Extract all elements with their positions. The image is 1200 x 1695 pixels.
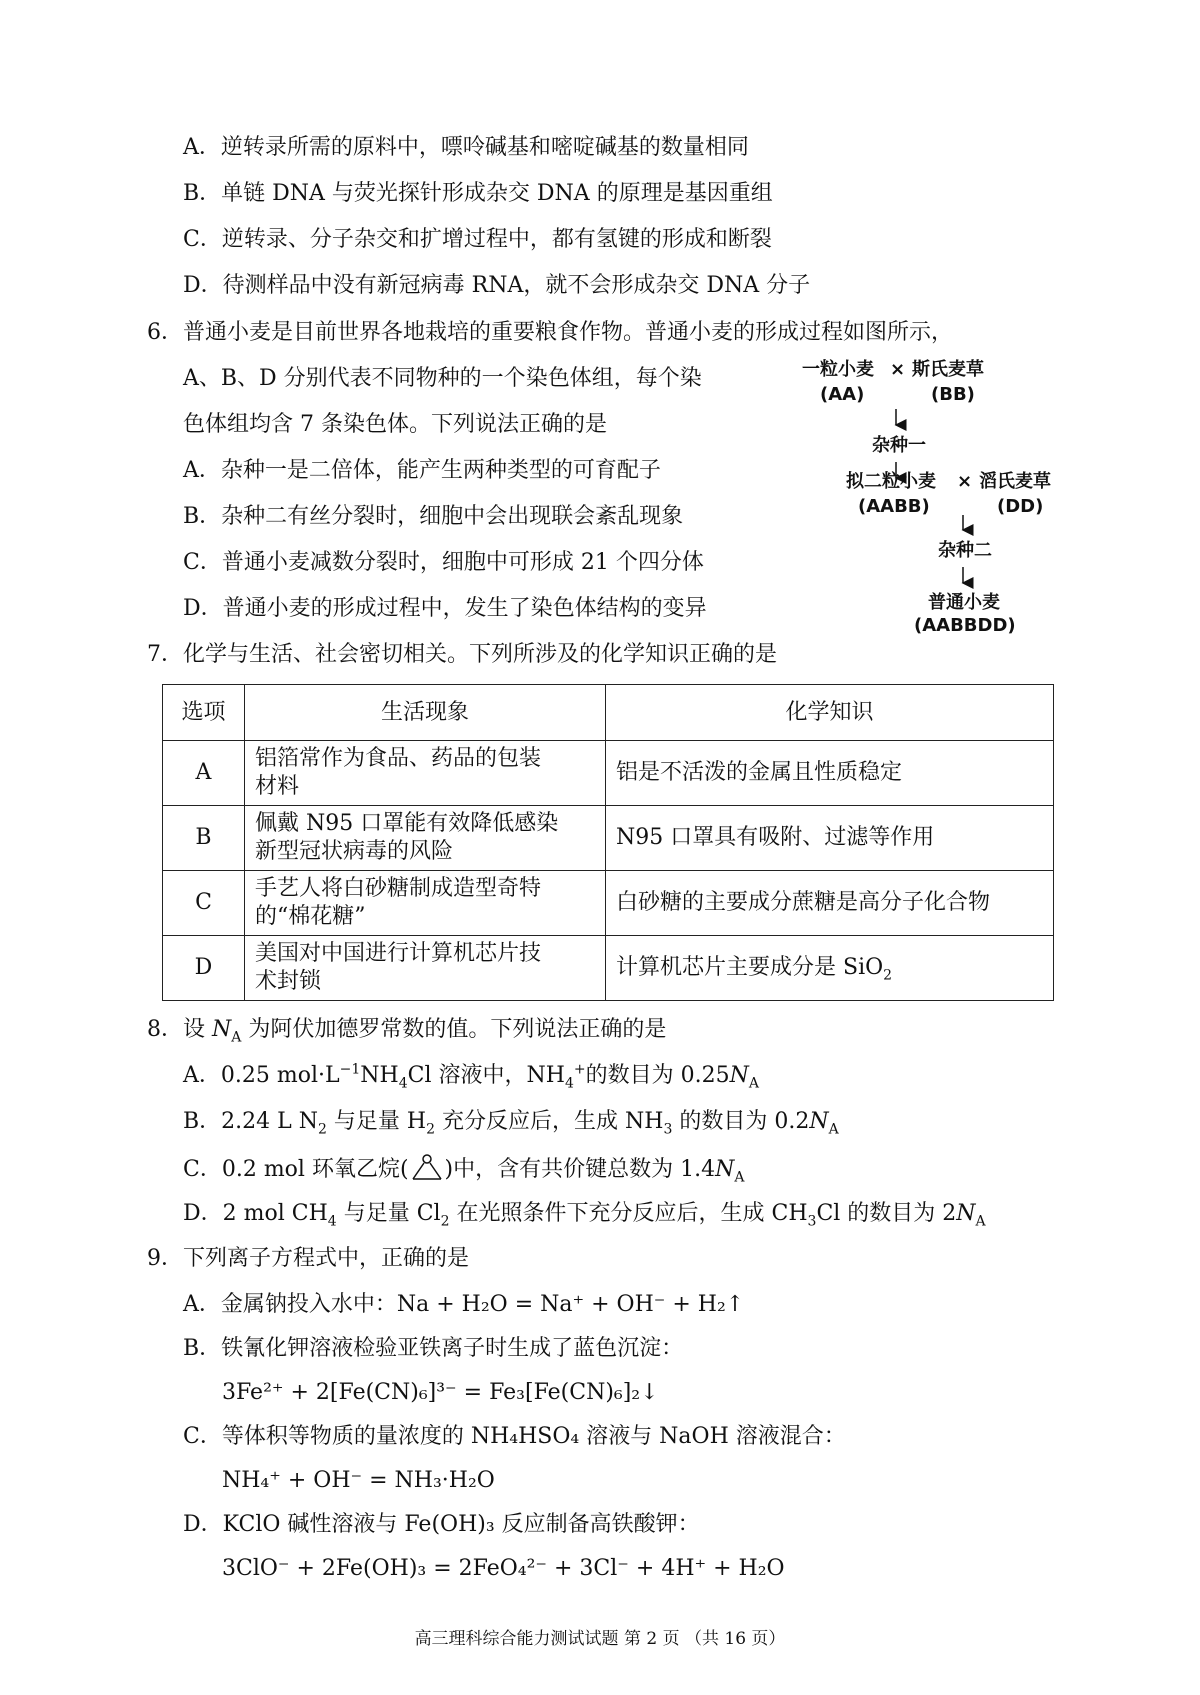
q5-option-c: C．逆转录、分子杂交和扩增过程中，都有氢键的形成和断裂 [183, 227, 772, 252]
row-knowledge: 白砂糖的主要成分蔗糖是高分子化合物 [606, 871, 1054, 936]
hybrid2-label: 杂种二 [938, 540, 992, 561]
superscript: + [573, 1061, 586, 1078]
avogadro-subscript: A [975, 1213, 986, 1230]
parent4-label: 滔氏麦草 [979, 471, 1051, 492]
phenomenon-line2: 的“棉花糖” [255, 904, 366, 929]
q6-option-c: C．普通小麦减数分裂时，细胞中可形成 21 个四分体 [183, 550, 704, 575]
q8-option-b [183, 1107, 839, 1137]
parent2-label: 斯氏麦草 [912, 359, 984, 380]
avogadro-subscript: A [748, 1075, 759, 1092]
page-footer: 高三理科综合能力测试试题 第 2 页 （共 16 页） [414, 1629, 786, 1649]
q8-option-a [183, 1061, 759, 1091]
phenomenon-line1: 铝箔常作为食品、药品的包装 [255, 746, 542, 771]
parent3-genome: (AABB) [858, 496, 930, 517]
parent4-genome: (DD) [997, 496, 1044, 517]
row-option: A [163, 741, 245, 806]
row-phenomenon [245, 871, 606, 936]
phenomenon-line1: 手艺人将白砂糖制成造型奇特 [255, 876, 542, 901]
table-row [163, 806, 1054, 871]
q9-option-b-equation: 3Fe²⁺ + 2[Fe(CN)₆]³⁻ = Fe₃[Fe(CN)₆]₂↓ [222, 1380, 659, 1405]
chemistry-table [162, 684, 1054, 1001]
subscript: 4 [327, 1213, 337, 1230]
cross-symbol-1: × [890, 359, 906, 380]
q6-stem-line1: 6．普通小麦是目前世界各地栽培的重要粮食作物。普通小麦的形成过程如图所示， [147, 320, 953, 345]
avogadro-symbol: N [212, 1017, 232, 1042]
row-phenomenon [245, 741, 606, 806]
q8-stem [147, 1015, 666, 1045]
table-row [163, 741, 1054, 806]
hybrid1-label: 杂种一 [872, 435, 926, 456]
header-knowledge: 化学知识 [606, 685, 1054, 741]
row-knowledge: N95 口罩具有吸附、过滤等作用 [606, 806, 1054, 871]
q9-option-c-equation: NH₄⁺ + OH⁻ = NH₃·H₂O [222, 1468, 495, 1493]
avogadro-symbol: N [729, 1063, 749, 1088]
wheat-formation-diagram [790, 355, 1090, 640]
q9-option-d-line1: D．KClO 碱性溶液与 Fe(OH)₃ 反应制备高铁酸钾： [183, 1512, 700, 1537]
superscript: −1 [339, 1061, 361, 1078]
table-row [163, 936, 1054, 1001]
text: 充分反应后，生成 NH [435, 1109, 664, 1134]
q9-option-d-equation: 3ClO⁻ + 2Fe(OH)₃ = 2FeO₄²⁻ + 3Cl⁻ + 4H⁺ + H₂O [222, 1556, 785, 1581]
text: 与足量 H [326, 1109, 427, 1134]
q6-stem-line2: A、B、D 分别代表不同物种的一个染色体组，每个染 [183, 366, 702, 391]
q8-option-c [183, 1153, 745, 1185]
table-row [163, 871, 1054, 936]
q9-option-a: A．金属钠投入水中：Na + H₂O = Na⁺ + OH⁻ + H₂↑ [183, 1292, 745, 1317]
subscript: 2 [318, 1121, 327, 1138]
row-knowledge [606, 936, 1054, 1001]
row-option: B [163, 806, 245, 871]
text: 与足量 Cl [336, 1201, 441, 1226]
q6-option-a: A．杂种一是二倍体，能产生两种类型的可育配子 [183, 458, 661, 483]
parent2-genome: (BB) [931, 384, 975, 405]
q9-option-c-line1: C．等体积等物质的量浓度的 NH₄HSO₄ 溶液与 NaOH 溶液混合： [183, 1424, 846, 1449]
row-knowledge: 铝是不活泼的金属且性质稳定 [606, 741, 1054, 806]
subscript: 4 [398, 1075, 408, 1092]
subscript: 3 [663, 1121, 673, 1138]
text: NH [360, 1063, 399, 1088]
row-phenomenon [245, 806, 606, 871]
cross-symbol-2: × [957, 471, 973, 492]
q5-option-b: B．单链 DNA 与荧光探针形成杂交 DNA 的原理是基因重组 [183, 181, 773, 206]
text: 的数目为 0.25 [585, 1063, 730, 1088]
knowledge-subscript: 2 [883, 967, 893, 984]
phenomenon-line2: 术封锁 [255, 969, 322, 994]
phenomenon-line2: 材料 [255, 774, 300, 799]
product-label: 普通小麦 [928, 592, 1000, 613]
subscript: 3 [807, 1213, 817, 1230]
phenomenon-line1: 美国对中国进行计算机芯片技 [255, 941, 542, 966]
row-option: C [163, 871, 245, 936]
epoxyethane-structure-icon [409, 1153, 445, 1183]
q6-stem-line3: 色体组均含 7 条染色体。下列说法正确的是 [183, 412, 607, 437]
phenomenon-line2: 新型冠状病毒的风险 [255, 839, 454, 864]
q8-option-d [183, 1199, 986, 1229]
text: 的数目为 0.2 [672, 1109, 810, 1134]
subscript: 4 [564, 1075, 574, 1092]
header-phenomenon: 生活现象 [245, 685, 606, 741]
subscript: 2 [426, 1121, 436, 1138]
q9-stem: 9．下列离子方程式中，正确的是 [147, 1246, 469, 1271]
text: D．2 mol CH [183, 1201, 328, 1226]
table-header-row [163, 685, 1054, 741]
avogadro-symbol: N [956, 1201, 976, 1226]
row-option: D [163, 936, 245, 1001]
subscript: 2 [440, 1213, 450, 1230]
q6-option-d: D．普通小麦的形成过程中，发生了染色体结构的变异 [183, 596, 707, 621]
product-genome: (AABBDD) [914, 615, 1016, 636]
avogadro-subscript: A [734, 1169, 745, 1186]
text: Cl 溶液中，NH [407, 1063, 565, 1088]
q5-option-a: A．逆转录所需的原料中，嘌呤碱基和嘧啶碱基的数量相同 [183, 135, 749, 160]
avogadro-subscript: A [231, 1029, 242, 1046]
parent1-label: 一粒小麦 [802, 359, 874, 380]
q9-option-b-line1: B．铁氰化钾溶液检验亚铁离子时生成了蓝色沉淀： [183, 1336, 684, 1361]
q8-stem-pre: 8．设 [147, 1017, 212, 1042]
knowledge-text: 计算机芯片主要成分是 SiO [616, 955, 884, 980]
text: )中，含有共价键总数为 1.4 [444, 1157, 716, 1182]
text: Cl 的数目为 2 [816, 1201, 957, 1226]
header-option: 选项 [163, 685, 245, 741]
parent3-label: 拟二粒小麦 [846, 471, 936, 492]
text: C．0.2 mol 环氧乙烷( [183, 1157, 409, 1182]
q5-option-d: D．待测样品中没有新冠病毒 RNA，就不会形成杂交 DNA 分子 [183, 273, 811, 298]
text: B．2.24 L N [183, 1109, 318, 1134]
avogadro-symbol: N [715, 1157, 735, 1182]
avogadro-subscript: A [828, 1121, 839, 1138]
q8-stem-post: 为阿伏加德罗常数的值。下列说法正确的是 [241, 1017, 667, 1042]
q6-option-b: B．杂种二有丝分裂时，细胞中会出现联会紊乱现象 [183, 504, 684, 529]
row-phenomenon [245, 936, 606, 1001]
q7-stem: 7．化学与生活、社会密切相关。下列所涉及的化学知识正确的是 [147, 642, 777, 667]
parent1-genome: (AA) [820, 384, 865, 405]
text: A．0.25 mol·L [183, 1063, 340, 1088]
avogadro-symbol: N [809, 1109, 829, 1134]
phenomenon-line1: 佩戴 N95 口罩能有效降低感染 [255, 811, 559, 836]
text: 在光照条件下充分反应后，生成 CH [449, 1201, 808, 1226]
